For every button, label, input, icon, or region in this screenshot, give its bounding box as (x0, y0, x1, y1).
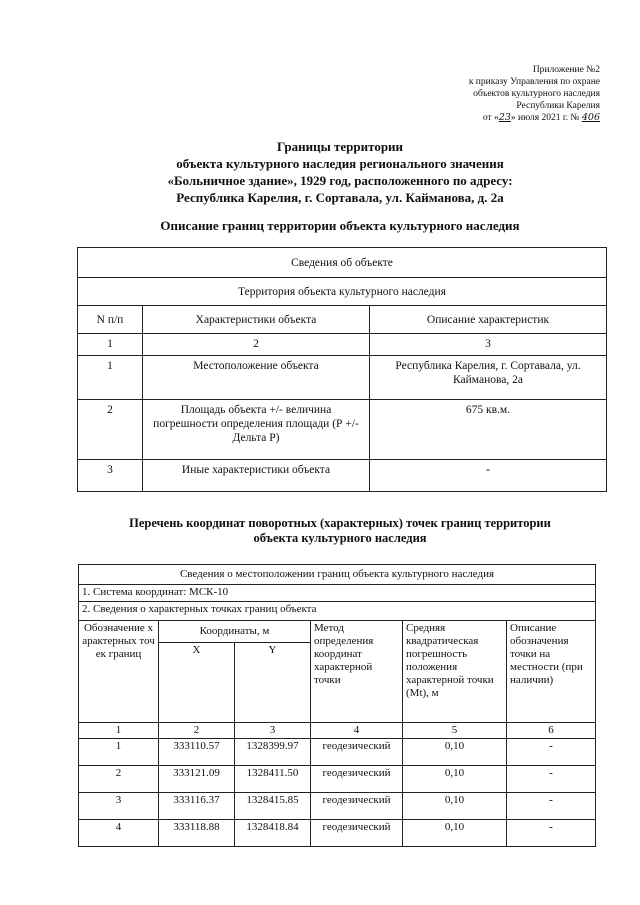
numbering-cell: 5 (403, 723, 507, 739)
coordinate-system: 1. Система координат: МСК-10 (79, 585, 596, 602)
title-line: Республика Карелия, г. Сортавала, ул. Кайманова, д. 2а (176, 190, 504, 205)
numbering-cell: 3 (370, 334, 607, 356)
point-description: - (507, 793, 596, 820)
point-number: 1 (79, 739, 159, 766)
date-prefix: от « (482, 113, 499, 123)
coordinates-table (78, 564, 596, 847)
appendix-line: Республики Карелия (516, 101, 600, 111)
point-method: геодезический (311, 766, 403, 793)
document-title (60, 138, 620, 206)
date-day: 23 (498, 112, 511, 123)
date-mid: » июля 2021 г. № (510, 113, 580, 123)
point-method: геодезический (311, 820, 403, 847)
point-number: 2 (79, 766, 159, 793)
appendix-line: Приложение №2 (532, 65, 600, 75)
point-method: геодезический (311, 739, 403, 766)
title-line: объекта культурного наследия регионального значения (176, 156, 504, 171)
point-y: 1328418.84 (235, 820, 311, 847)
row-number: 3 (78, 460, 143, 492)
point-number: 4 (79, 820, 159, 847)
table-row (79, 766, 596, 793)
row-characteristic: Иные характеристики объекта (143, 460, 370, 492)
title-line: «Больничное здание», 1929 год, расположенного по адресу: (167, 173, 513, 188)
numbering-cell: 4 (311, 723, 403, 739)
title-line: объекта культурного наследия (253, 531, 427, 545)
numbering-cell: 1 (79, 723, 159, 739)
coordinates-title (60, 516, 620, 546)
object-info-table (77, 247, 607, 492)
row-characteristic: Площадь объекта +/- величина погрешности определения площади (Р +/- Дельта Р) (143, 400, 370, 460)
row-number: 2 (78, 400, 143, 460)
appendix-line: объектов культурного наследия (473, 89, 600, 99)
point-x: 333118.88 (159, 820, 235, 847)
table-row (79, 793, 596, 820)
col-header-y: Y (235, 643, 311, 723)
point-description: - (507, 820, 596, 847)
point-error: 0,10 (403, 766, 507, 793)
point-y: 1328411.50 (235, 766, 311, 793)
col-header-coordinates: Координаты, м (159, 621, 311, 643)
object-table-subheader: Территория объекта культурного наследия (78, 278, 607, 306)
numbering-cell: 2 (159, 723, 235, 739)
table-row (79, 820, 596, 847)
point-y: 1328415.85 (235, 793, 311, 820)
point-error: 0,10 (403, 820, 507, 847)
col-header-characteristic: Характеристики объекта (143, 306, 370, 334)
point-error: 0,10 (403, 739, 507, 766)
point-x: 333121.09 (159, 766, 235, 793)
row-number: 1 (78, 356, 143, 400)
col-header-method: Метод определения координат характерной точки (311, 621, 403, 723)
point-x: 333110.57 (159, 739, 235, 766)
row-description: Республика Карелия, г. Сортавала, ул. Кайманова, 2а (370, 356, 607, 400)
section-subtitle: Описание границ территории объекта культурного наследия (160, 218, 520, 233)
point-x: 333116.37 (159, 793, 235, 820)
coords-table-header: Сведения о местоположении границ объекта культурного наследия (79, 565, 596, 585)
col-header-number: N п/п (78, 306, 143, 334)
point-y: 1328399.97 (235, 739, 311, 766)
col-header-description: Описание характеристик (370, 306, 607, 334)
appendix-line: к приказу Управления по охране (468, 77, 600, 87)
numbering-cell: 2 (143, 334, 370, 356)
table-row (79, 739, 596, 766)
point-description: - (507, 766, 596, 793)
points-header: 2. Сведения о характерных точках границ объекта (79, 602, 596, 621)
col-header-point-description: Описание обозначения точки на местности (при наличии) (507, 621, 596, 723)
point-method: геодезический (311, 793, 403, 820)
point-error: 0,10 (403, 793, 507, 820)
numbering-cell: 3 (235, 723, 311, 739)
numbering-cell: 6 (507, 723, 596, 739)
title-line: Перечень координат поворотных (характерных) точек границ территории (129, 516, 551, 530)
order-number: 406 (581, 112, 600, 123)
appendix-block (370, 64, 600, 124)
title-line: Границы территории (276, 139, 404, 154)
numbering-cell: 1 (78, 334, 143, 356)
row-description: 675 кв.м. (370, 400, 607, 460)
row-characteristic: Местоположение объекта (143, 356, 370, 400)
row-description: - (370, 460, 607, 492)
appendix-date (370, 112, 600, 124)
point-description: - (507, 739, 596, 766)
col-header-error: Средняя квадратическая погрешность положения характерной точки (Mt), м (403, 621, 507, 723)
object-table-header: Сведения об объекте (78, 248, 607, 278)
col-header-x: X (159, 643, 235, 723)
point-number: 3 (79, 793, 159, 820)
col-header-designation: Обозначение характерных точек границ (79, 621, 159, 723)
